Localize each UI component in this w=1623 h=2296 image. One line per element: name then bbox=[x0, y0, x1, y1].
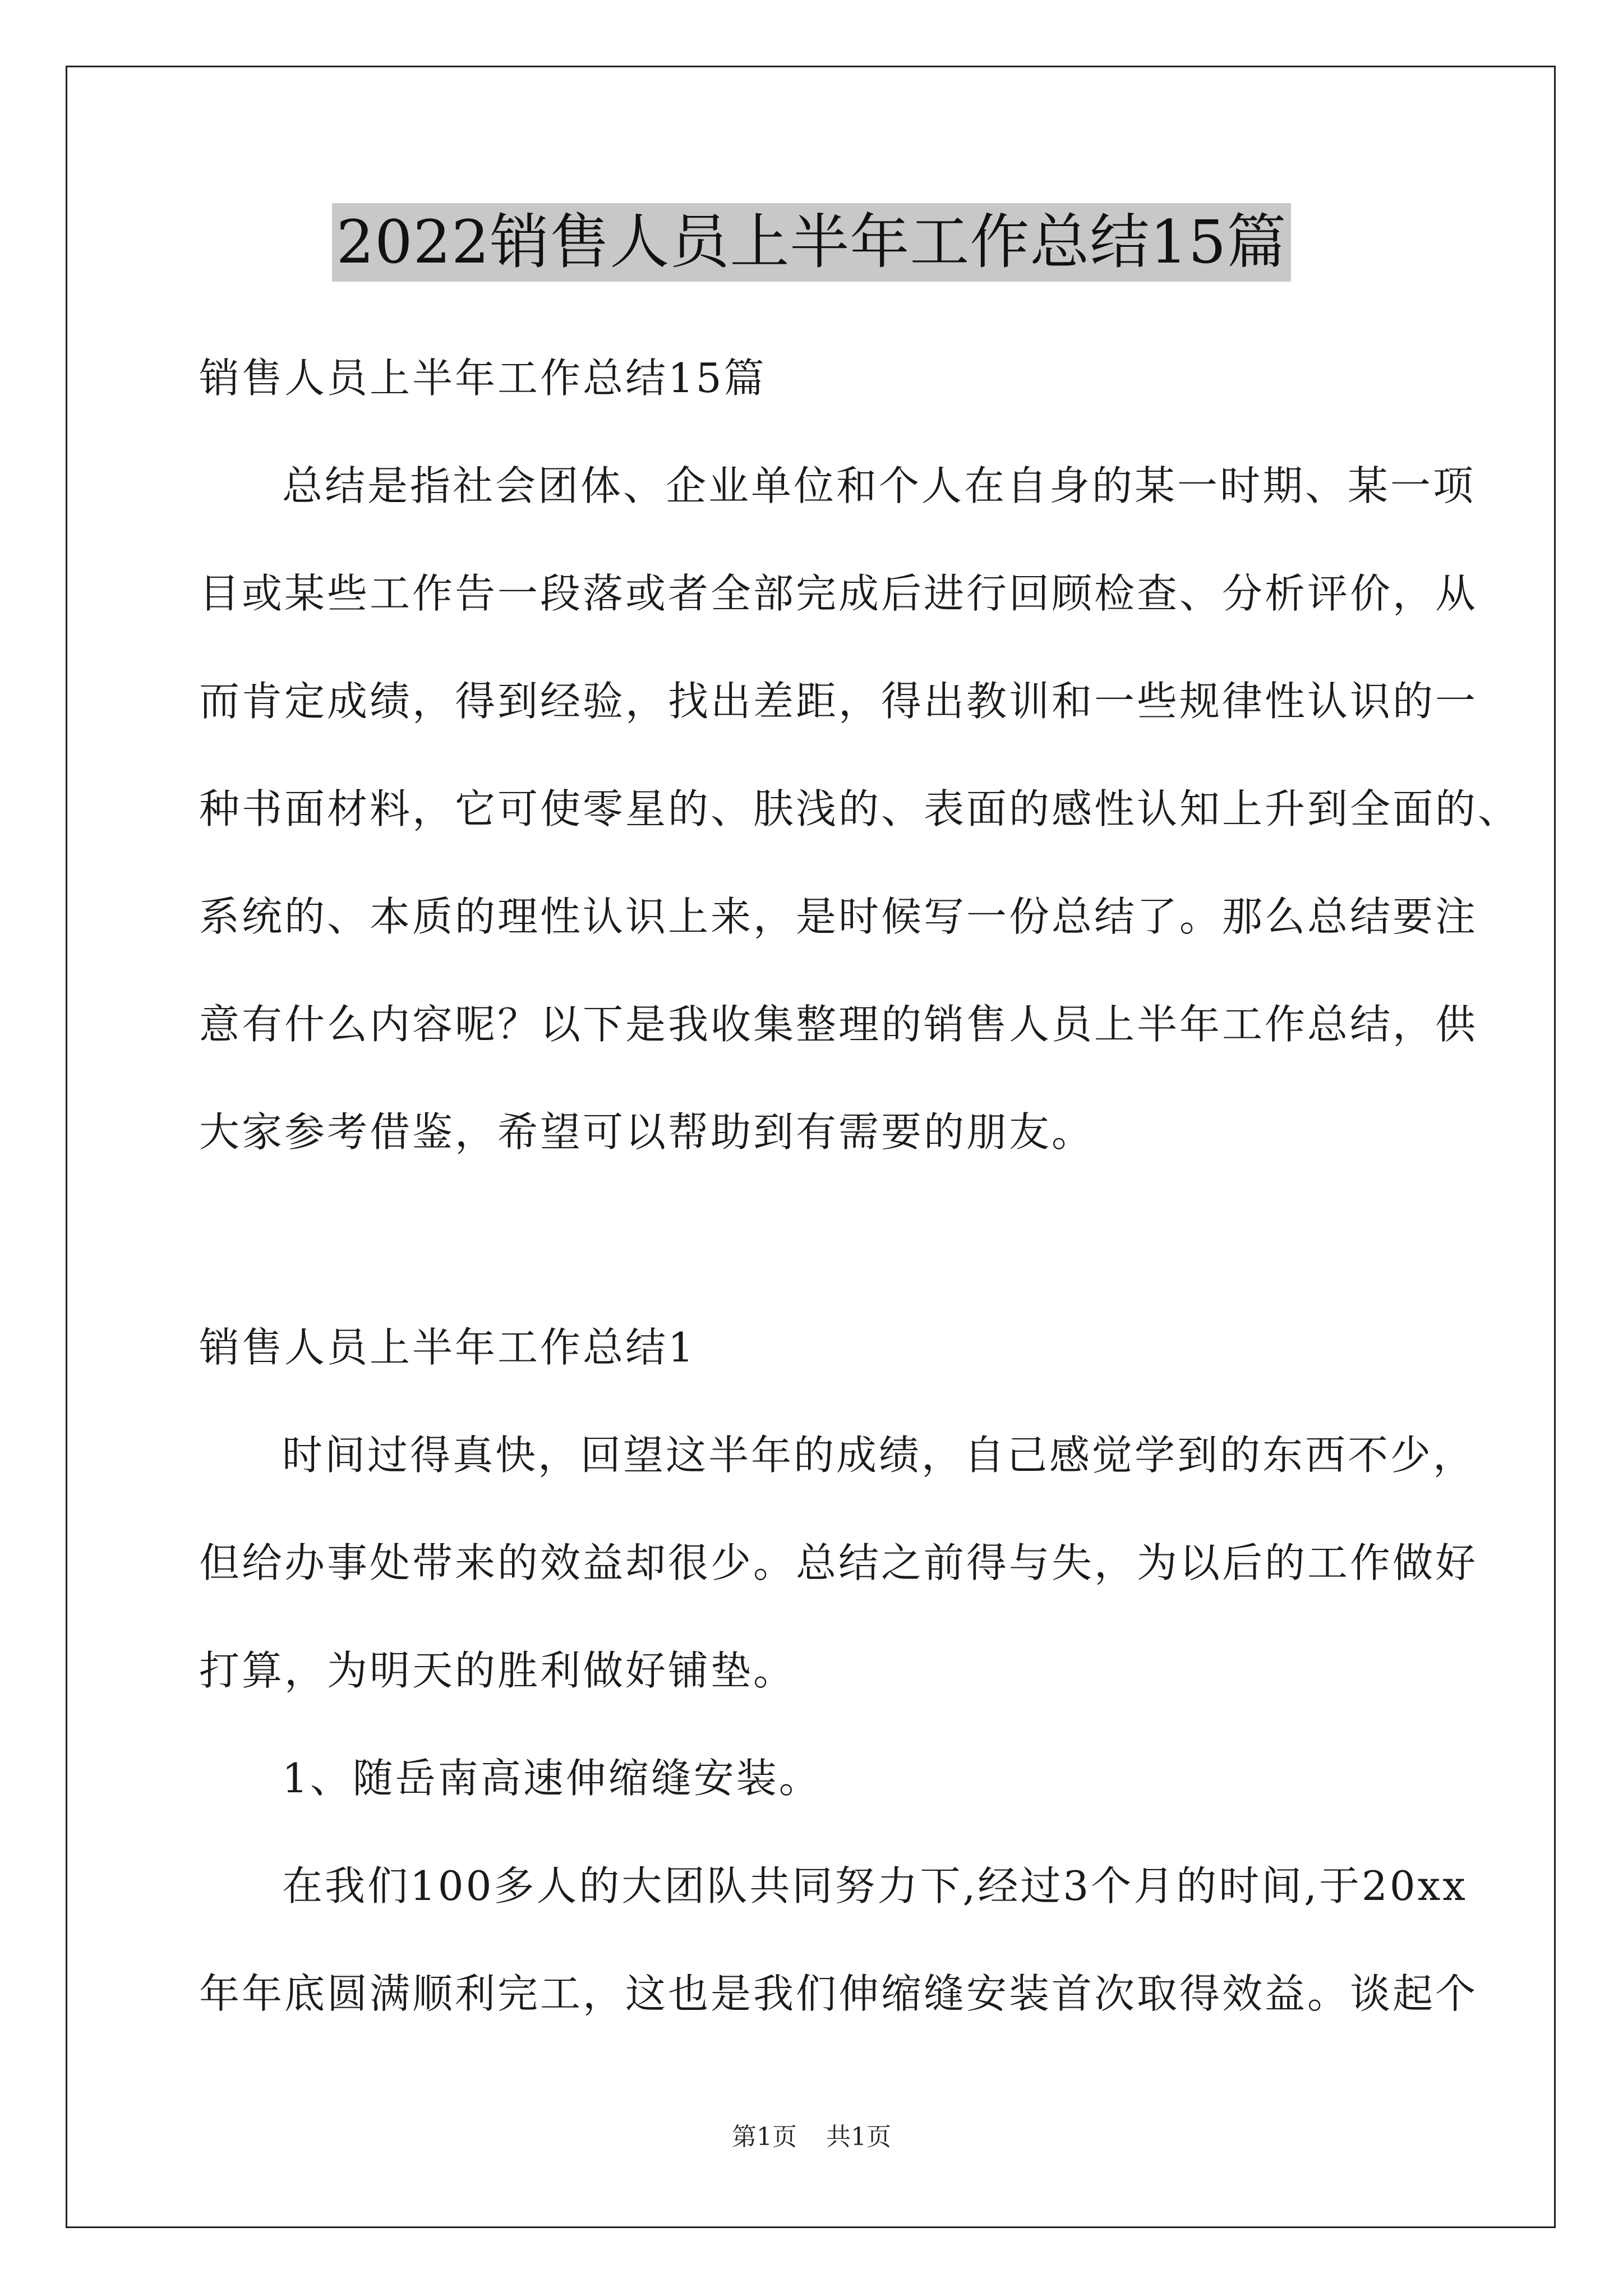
page-total: 共1页 bbox=[826, 2123, 891, 2151]
intro-line: 种书面材料，它可使零星的、肤浅的、表面的感性认知上升到全面的、 bbox=[199, 785, 1521, 832]
page-number: 第1页 bbox=[732, 2123, 797, 2151]
intro-line: 目或某些工作告一段落或者全部完成后进行回顾检查、分析评价，从 bbox=[199, 570, 1478, 617]
title-block bbox=[0, 203, 1623, 282]
intro-line: 大家参考借鉴，希望可以帮助到有需要的朋友。 bbox=[199, 1108, 1095, 1156]
document-title: 2022销售人员上半年工作总结15篇 bbox=[332, 203, 1292, 282]
item-paragraph-line: 年年底圆满顺利完工，这也是我们伸缩缝安装首次取得效益。谈起个 bbox=[199, 1970, 1478, 2017]
item-heading: 1、随岳南高速伸缩缝安装。 bbox=[282, 1755, 822, 1802]
intro-line: 总结是指社会团体、企业单位和个人在自身的某一时期、某一项 bbox=[282, 462, 1476, 509]
page-footer bbox=[0, 2120, 1623, 2154]
section-paragraph-line: 打算，为明天的胜利做好铺垫。 bbox=[199, 1647, 796, 1694]
item-paragraph-line: 在我们100多人的大团队共同努力下,经过3个月的时间,于20xx bbox=[282, 1862, 1468, 1910]
document-subtitle: 销售人员上半年工作总结15篇 bbox=[199, 355, 767, 402]
section-paragraph-line: 但给办事处带来的效益却很少。总结之前得与失，为以后的工作做好 bbox=[199, 1539, 1478, 1586]
intro-line: 而肯定成绩，得到经验，找出差距，得出教训和一些规律性认识的一 bbox=[199, 678, 1478, 725]
intro-line: 系统的、本质的理性认识上来，是时候写一份总结了。那么总结要注 bbox=[199, 893, 1478, 940]
section-heading: 销售人员上半年工作总结1 bbox=[199, 1324, 696, 1371]
section-paragraph-line: 时间过得真快，回望这半年的成绩，自己感觉学到的东西不少， bbox=[282, 1432, 1476, 1479]
intro-line: 意有什么内容呢？以下是我收集整理的销售人员上半年工作总结，供 bbox=[199, 1001, 1478, 1048]
